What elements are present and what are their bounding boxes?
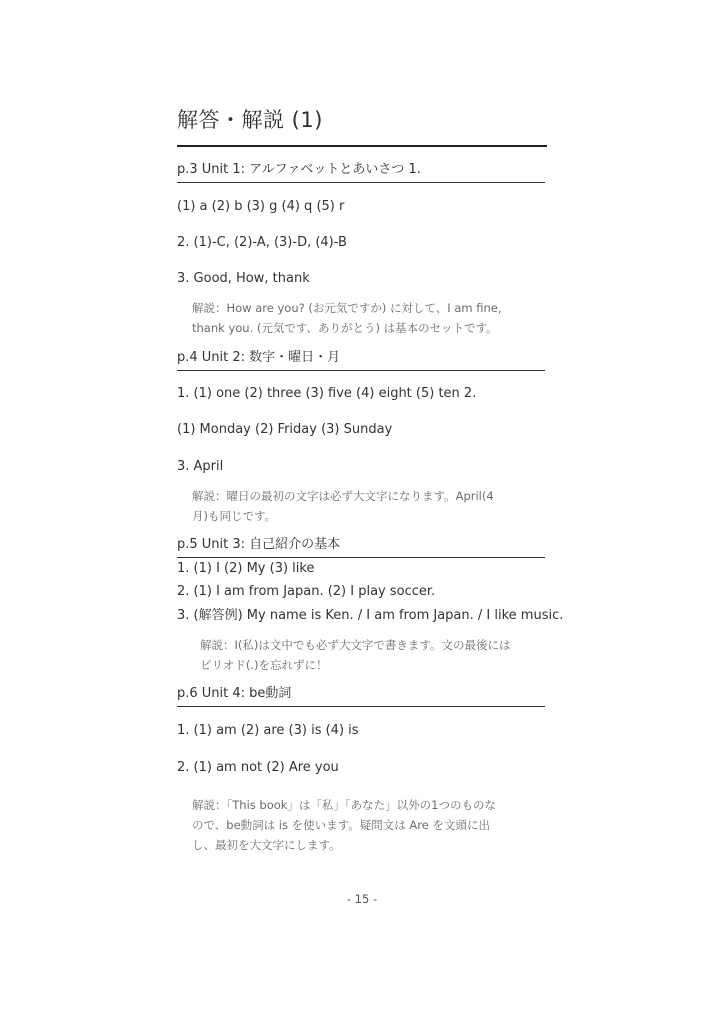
note-line: 解説：「This book」は「私」「あなた」以外の1つのものな <box>192 798 497 812</box>
explanation-note <box>192 795 496 855</box>
explanation-note <box>200 635 510 675</box>
answer-line: 3. April <box>177 459 224 474</box>
section-heading-unit4: p.6 Unit 4: be動詞 <box>177 686 545 707</box>
note-line: ので、be動詞は is を使います。疑問文は Are を文頭に出 <box>192 818 490 832</box>
explanation-note <box>192 298 502 338</box>
explanation-note <box>192 486 494 526</box>
note-line: 月)も同じです。 <box>192 509 277 523</box>
note-line: thank you. (元気です、ありがとう) は基本のセットです。 <box>192 321 498 335</box>
note-line: ピリオド(.)を忘れずに！ <box>200 658 328 672</box>
answer-line: 1. (1) am (2) are (3) is (4) is <box>177 723 359 738</box>
section-heading-unit2: p.4 Unit 2: 数字・曜日・月 <box>177 350 545 371</box>
section-heading-unit3: p.5 Unit 3: 自己紹介の基本 <box>177 537 545 558</box>
answer-line: 3. (解答例) My name is Ken. / I am from Japan. / I like music. <box>177 608 564 623</box>
answer-line: 3. Good, How, thank <box>177 271 310 286</box>
note-line: 解説：曜日の最初の文字は必ず大文字になります。April(4 <box>192 489 494 503</box>
answer-line: 2. (1) I am from Japan. (2) I play soccer. <box>177 584 436 599</box>
answer-line: 2. (1)-C, (2)-A, (3)-D, (4)-B <box>177 235 347 250</box>
note-line: 解説：I(私)は文中でも必ず大文字で書きます。文の最後には <box>200 638 511 652</box>
answer-line: 1. (1) one (2) three (3) five (4) eight (5) ten 2. <box>177 386 477 401</box>
section-heading-unit1: p.3 Unit 1: アルファベットとあいさつ 1. <box>177 162 545 183</box>
answer-line: (1) a (2) b (3) g (4) q (5) r <box>177 199 345 214</box>
answer-line: (1) Monday (2) Friday (3) Sunday <box>177 422 393 437</box>
page-number: - 15 - <box>346 892 378 906</box>
note-line: 解説：How are you? (お元気ですか) に対して、I am fine, <box>192 301 502 315</box>
answer-line: 2. (1) am not (2) Are you <box>177 760 339 775</box>
answer-line: 1. (1) I (2) My (3) like <box>177 561 315 576</box>
note-line: し、最初を大文字にします。 <box>192 838 341 852</box>
page-title: 解答・解説 (1) <box>177 108 323 132</box>
title-divider <box>177 145 547 147</box>
